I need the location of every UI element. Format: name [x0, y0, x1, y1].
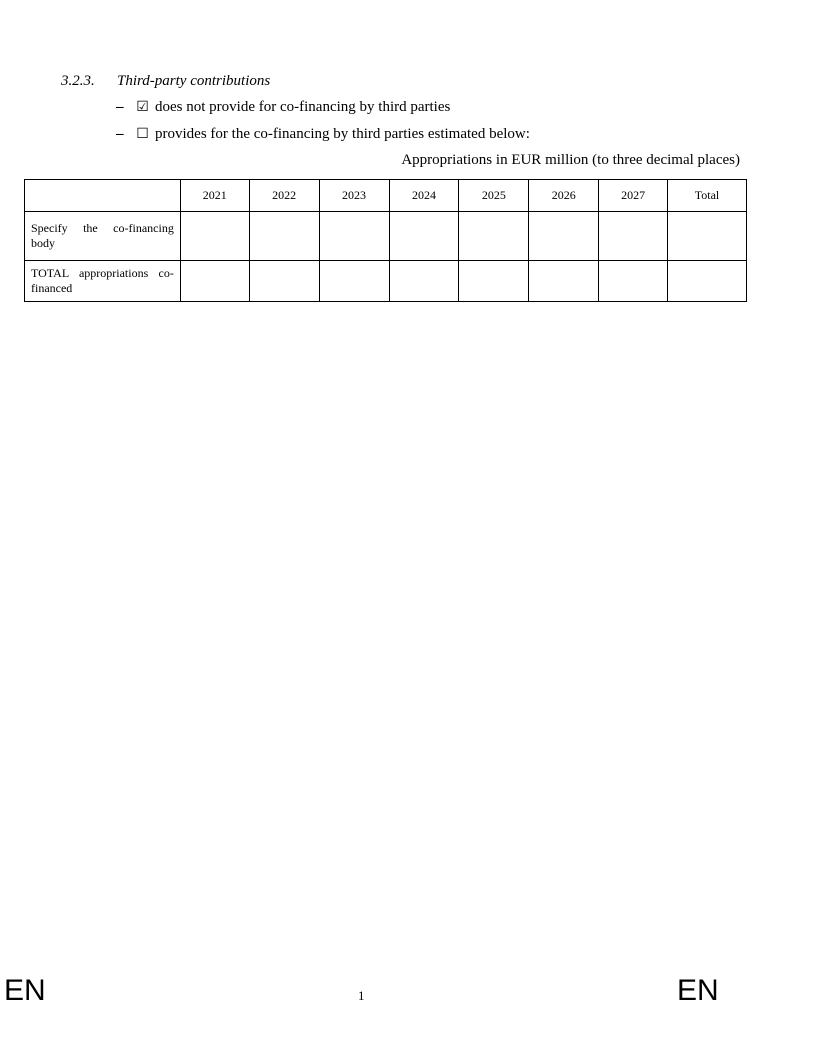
table-cell — [249, 261, 319, 302]
section-heading — [61, 73, 270, 90]
row-label: Specify the co-financing body — [25, 212, 181, 261]
unchecked-box-icon: ☐ — [136, 127, 149, 142]
column-header: 2023 — [319, 180, 389, 212]
table-row — [25, 212, 747, 261]
row-label: TOTAL appropriations co-financed — [25, 261, 181, 302]
column-header: 2022 — [249, 180, 319, 212]
footer-language-right: EN — [677, 974, 719, 1007]
checked-box-icon: ☑ — [136, 100, 149, 115]
table-cell — [668, 261, 747, 302]
cofinancing-table — [24, 179, 747, 302]
column-header: Total — [668, 180, 747, 212]
option-no-cofinancing — [116, 99, 450, 116]
column-header: 2026 — [529, 180, 599, 212]
table-cell — [180, 261, 249, 302]
table-cell — [319, 212, 389, 261]
table-cell — [249, 212, 319, 261]
option-text: does not provide for co-financing by third parties — [155, 99, 451, 115]
option-cofinancing — [116, 126, 530, 143]
column-header: 2025 — [459, 180, 529, 212]
table-cell — [319, 261, 389, 302]
page-number: 1 — [358, 988, 365, 1003]
table-cell — [180, 212, 249, 261]
column-header: 2021 — [180, 180, 249, 212]
column-header: 2024 — [389, 180, 459, 212]
table-cell — [459, 212, 529, 261]
dash-bullet: – — [116, 126, 124, 142]
dash-bullet: – — [116, 99, 124, 115]
table-cell — [529, 212, 599, 261]
column-header — [25, 180, 181, 212]
table-row — [25, 261, 747, 302]
table-cell — [529, 261, 599, 302]
table-cell — [389, 261, 459, 302]
table-cell — [668, 212, 747, 261]
section-number: 3.2.3. — [61, 73, 95, 89]
footer-language-left: EN — [4, 974, 46, 1007]
table-cell — [599, 212, 668, 261]
option-text: provides for the co-financing by third parties estimated below: — [155, 126, 530, 142]
table-header-row — [25, 180, 747, 212]
units-note: Appropriations in EUR million (to three decimal places) — [401, 152, 740, 168]
section-title: Third-party contributions — [117, 73, 271, 89]
table-cell — [599, 261, 668, 302]
table-cell — [389, 212, 459, 261]
column-header: 2027 — [599, 180, 668, 212]
table-cell — [459, 261, 529, 302]
